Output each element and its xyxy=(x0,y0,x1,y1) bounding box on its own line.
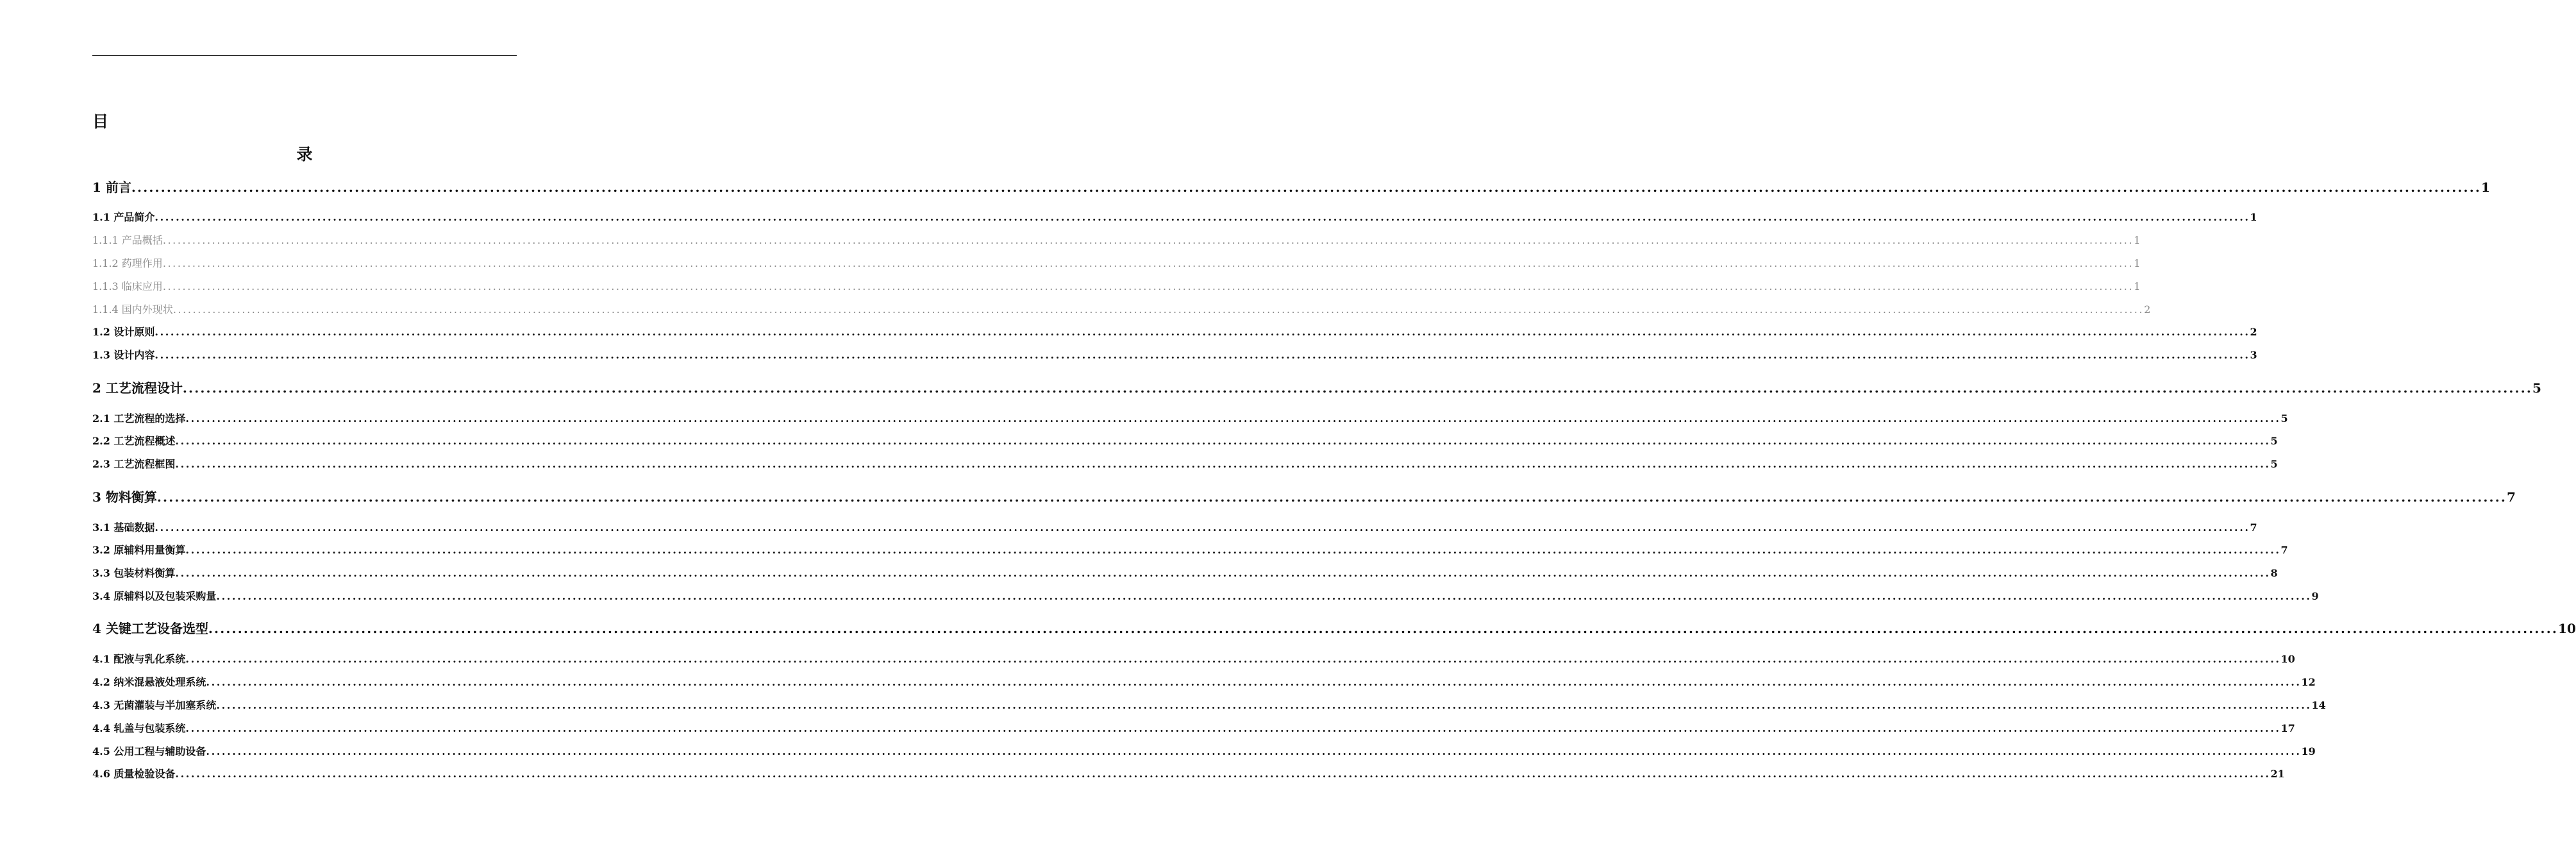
toc-entry-page-number: 12 xyxy=(2301,676,2316,688)
toc-entry[interactable] xyxy=(92,303,2151,317)
toc-entry-page-number: 2 xyxy=(2144,303,2151,316)
toc-entry[interactable] xyxy=(92,412,2288,426)
toc-dot-leader: ................................................................................................................................................................................................................................................................................................................................................................................................................ xyxy=(155,326,2250,338)
toc-title-first-char: 目 xyxy=(92,112,109,131)
toc-entry[interactable] xyxy=(92,652,2295,666)
toc-entry-label: 4.2 纳米混悬液处理系统 xyxy=(92,676,206,688)
toc-dot-leader: ................................................................................................................................................................................................................................................................................................................................................................................................................ xyxy=(155,521,2250,534)
toc-entry-page-number: 5 xyxy=(2270,435,2278,447)
toc-entry-page-number: 9 xyxy=(2311,590,2319,602)
toc-entry-page-number: 21 xyxy=(2270,768,2285,780)
toc-dot-leader: ................................................................................................................................................................................................................................................................................................................................................................................................................ xyxy=(162,234,2134,246)
toc-entry[interactable] xyxy=(92,521,2257,535)
toc-entry-label: 4.6 质量检验设备 xyxy=(92,768,176,780)
toc-dot-leader: ................................................................................................................................................................................................................................................................................................................................................................................................................ xyxy=(131,180,2482,195)
toc-entry-label: 3 物料衡算 xyxy=(92,489,157,505)
toc-entry-label: 2 工艺流程设计 xyxy=(92,380,183,396)
toc-entry-label: 4.1 配液与乳化系统 xyxy=(92,653,186,665)
toc-entry-page-number: 7 xyxy=(2280,544,2288,556)
toc-entry-label: 4.4 轧盖与包装系统 xyxy=(92,722,186,734)
toc-dot-leader: ................................................................................................................................................................................................................................................................................................................................................................................................................ xyxy=(216,699,2312,711)
toc-entry[interactable] xyxy=(92,178,2490,196)
toc-dot-leader: ................................................................................................................................................................................................................................................................................................................................................................................................................ xyxy=(175,768,2271,780)
toc-entry[interactable] xyxy=(92,325,2257,339)
toc-entry-page-number: 10 xyxy=(2280,653,2295,665)
toc-entry-page-number: 1 xyxy=(2481,180,2490,195)
toc-dot-leader: ................................................................................................................................................................................................................................................................................................................................................................................................................ xyxy=(156,489,2507,505)
toc-entry[interactable] xyxy=(92,280,2141,294)
toc-entry-page-number: 8 xyxy=(2270,567,2278,579)
toc-dot-leader: ................................................................................................................................................................................................................................................................................................................................................................................................................ xyxy=(185,412,2281,425)
toc-entry[interactable] xyxy=(92,698,2326,713)
toc-entry-page-number: 10 xyxy=(2558,621,2576,636)
toc-dot-leader: ................................................................................................................................................................................................................................................................................................................................................................................................................ xyxy=(162,257,2134,269)
header-rule xyxy=(92,55,517,56)
toc-entry-label: 2.1 工艺流程的选择 xyxy=(92,412,186,425)
toc-entry-label: 2.2 工艺流程概述 xyxy=(92,435,176,447)
toc-entry-page-number: 14 xyxy=(2311,699,2326,711)
toc-dot-leader: ................................................................................................................................................................................................................................................................................................................................................................................................................ xyxy=(172,303,2145,316)
toc-dot-leader: ................................................................................................................................................................................................................................................................................................................................................................................................................ xyxy=(206,676,2302,688)
toc-dot-leader: ................................................................................................................................................................................................................................................................................................................................................................................................................ xyxy=(182,380,2533,396)
toc-dot-leader: ................................................................................................................................................................................................................................................................................................................................................................................................................ xyxy=(206,745,2302,757)
toc-entry[interactable] xyxy=(92,257,2141,271)
toc-entry-label: 1.1.1 产品概括 xyxy=(92,234,163,246)
toc-entry-page-number: 2 xyxy=(2250,326,2257,338)
toc-dot-leader: ................................................................................................................................................................................................................................................................................................................................................................................................................ xyxy=(155,211,2250,223)
toc-entry[interactable] xyxy=(92,210,2257,224)
toc-entry-label: 1.3 设计内容 xyxy=(92,349,155,361)
toc-entry[interactable] xyxy=(92,566,2278,580)
toc-entry-page-number: 7 xyxy=(2507,489,2516,505)
toc-entry[interactable] xyxy=(92,348,2257,362)
toc-dot-leader: ................................................................................................................................................................................................................................................................................................................................................................................................................ xyxy=(208,621,2559,636)
toc-entry-page-number: 1 xyxy=(2250,211,2257,223)
toc-entry[interactable] xyxy=(92,488,2516,506)
toc-entry-page-number: 1 xyxy=(2134,257,2141,269)
toc-entry-label: 4 关键工艺设备选型 xyxy=(92,621,208,636)
toc-entry-label: 4.5 公用工程与辅助设备 xyxy=(92,745,206,757)
toc-entry-label: 3.1 基础数据 xyxy=(92,521,155,534)
toc-entry-page-number: 5 xyxy=(2270,458,2278,470)
toc-entry[interactable] xyxy=(92,722,2295,736)
toc-entry-page-number: 5 xyxy=(2280,412,2288,425)
toc-entry-label: 1.2 设计原则 xyxy=(92,326,155,338)
toc-entry[interactable] xyxy=(92,589,2319,604)
toc-dot-leader: ................................................................................................................................................................................................................................................................................................................................................................................................................ xyxy=(185,722,2281,734)
toc-entry-label: 1.1.3 临床应用 xyxy=(92,280,163,292)
toc-entry[interactable] xyxy=(92,434,2278,448)
toc-entry-label: 3.3 包装材料衡算 xyxy=(92,567,176,579)
toc-dot-leader: ................................................................................................................................................................................................................................................................................................................................................................................................................ xyxy=(175,458,2271,470)
toc-entry[interactable] xyxy=(92,543,2288,557)
toc-entry-label: 1.1 产品简介 xyxy=(92,211,155,223)
toc-entry[interactable] xyxy=(92,620,2576,638)
toc-entry-label: 4.3 无菌灌装与半加塞系统 xyxy=(92,699,217,711)
toc-entry-page-number: 3 xyxy=(2250,349,2257,361)
toc-entry-label: 1 前言 xyxy=(92,180,131,195)
toc-dot-leader: ................................................................................................................................................................................................................................................................................................................................................................................................................ xyxy=(162,280,2134,292)
toc-dot-leader: ................................................................................................................................................................................................................................................................................................................................................................................................................ xyxy=(185,544,2281,556)
toc-entry-label: 1.1.2 药理作用 xyxy=(92,257,163,269)
toc-entry-page-number: 5 xyxy=(2532,380,2541,396)
toc-entry-page-number: 1 xyxy=(2134,280,2141,292)
toc-dot-leader: ................................................................................................................................................................................................................................................................................................................................................................................................................ xyxy=(175,435,2271,447)
toc-entry-label: 1.1.4 国内外现状 xyxy=(92,303,173,316)
toc-dot-leader: ................................................................................................................................................................................................................................................................................................................................................................................................................ xyxy=(185,653,2281,665)
toc-entry-page-number: 7 xyxy=(2250,521,2257,534)
toc-dot-leader: ................................................................................................................................................................................................................................................................................................................................................................................................................ xyxy=(216,590,2312,602)
toc-title-second-char: 录 xyxy=(296,145,313,164)
toc-entry[interactable] xyxy=(92,379,2541,397)
toc-entry[interactable] xyxy=(92,233,2141,248)
toc-entry[interactable] xyxy=(92,767,2285,781)
toc-dot-leader: ................................................................................................................................................................................................................................................................................................................................................................................................................ xyxy=(155,349,2250,361)
toc-entry[interactable] xyxy=(92,675,2316,689)
toc-dot-leader: ................................................................................................................................................................................................................................................................................................................................................................................................................ xyxy=(175,567,2271,579)
toc-entry[interactable] xyxy=(92,457,2278,471)
toc-entry[interactable] xyxy=(92,745,2316,759)
toc-entry-label: 2.3 工艺流程框图 xyxy=(92,458,176,470)
toc-entry-label: 3.4 原辅料以及包装采购量 xyxy=(92,590,217,602)
toc-entry-label: 3.2 原辅料用量衡算 xyxy=(92,544,186,556)
toc-entry-page-number: 17 xyxy=(2280,722,2295,734)
toc-entry-page-number: 1 xyxy=(2134,234,2141,246)
toc-entry-page-number: 19 xyxy=(2301,745,2316,757)
